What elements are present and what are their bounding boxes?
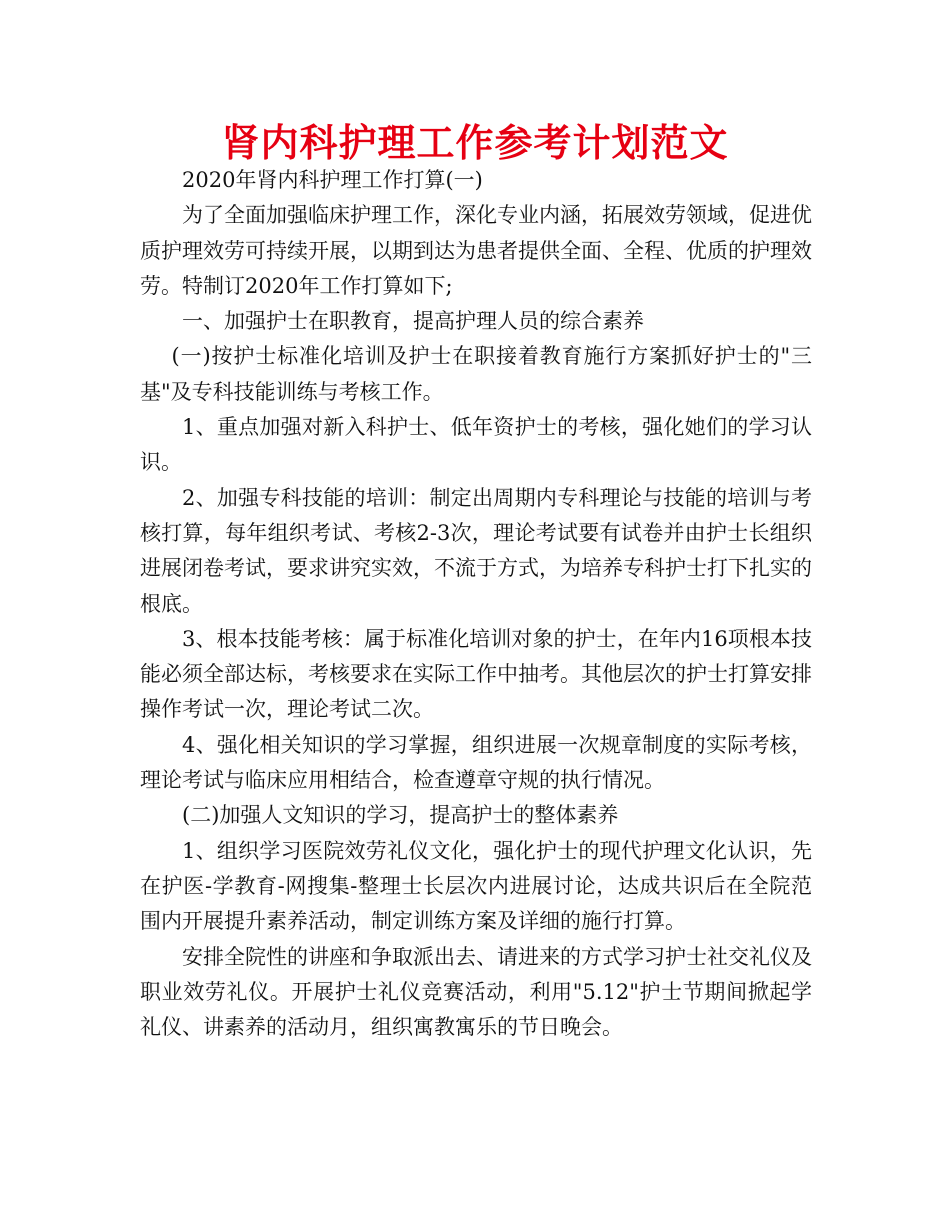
paragraph-intro: 为了全面加强临床护理工作，深化专业内涵，拓展效劳领域，促进优质护理效劳可持续开展，以期到达为患者提供全面、全程、优质的护理效劳。特制订2020年工作打算如下; [140, 203, 812, 298]
paragraph-subtitle: 2020年肾内科护理工作打算(一) [182, 168, 483, 192]
subsection-heading-2: (二)加强人文知识的学习，提高护士的整体素养 [182, 803, 619, 828]
paragraph-item-4: 4、强化相关知识的学习掌握，组织进展一次规章制度的实际考核，理论考试与临床应用相结合，检查遵章守规的执行情况。 [140, 732, 812, 793]
paragraph-item-3: 3、根本技能考核：属于标准化培训对象的护士，在年内16项根本技能必须全部达标，考核要求在实际工作中抽考。其他层次的护士打算安排操作考试一次，理论考试二次。 [140, 626, 812, 722]
paragraph-item-5: 1、组织学习医院效劳礼仪文化，强化护士的现代护理文化认识，先在护医-学教育-网搜集-整理士长层次内进展讨论，达成共识后在全院范围内开展提升素养活动，制定训练方案及详细的施行打算。 [140, 838, 812, 934]
section-heading-1: 一、加强护士在职教育，提高护理人员的综合素养 [182, 309, 644, 334]
paragraph-item-1: 1、重点加强对新入科护士、低年资护士的考核，强化她们的学习认识。 [140, 415, 812, 475]
subsection-heading-1: (一)按护士标准化培训及护士在职接着教育施行方案抓好护士的"三基"及专科技能训练与考核工作。 [140, 344, 812, 404]
paragraph-item-2: 2、加强专科技能的培训：制定出周期内专科理论与技能的培训与考核打算，每年组织考试、考核2-3次，理论考试要有试卷并由护士长组织进展闭卷考试，要求讲究实效，不流于方式，为培养专科护士打下扎实的根底。 [140, 485, 812, 616]
document-body [140, 163, 812, 1045]
document-title: 肾内科护理工作参考计划范文 [221, 121, 729, 165]
paragraph-etiquette: 安排全院性的讲座和争取派出去、请进来的方式学习护士社交礼仪及职业效劳礼仪。开展护士礼仪竞赛活动，利用"5.12"护士节期间掀起学礼仪、讲素养的活动月，组织寓教寓乐的节日晚会。 [140, 944, 812, 1040]
